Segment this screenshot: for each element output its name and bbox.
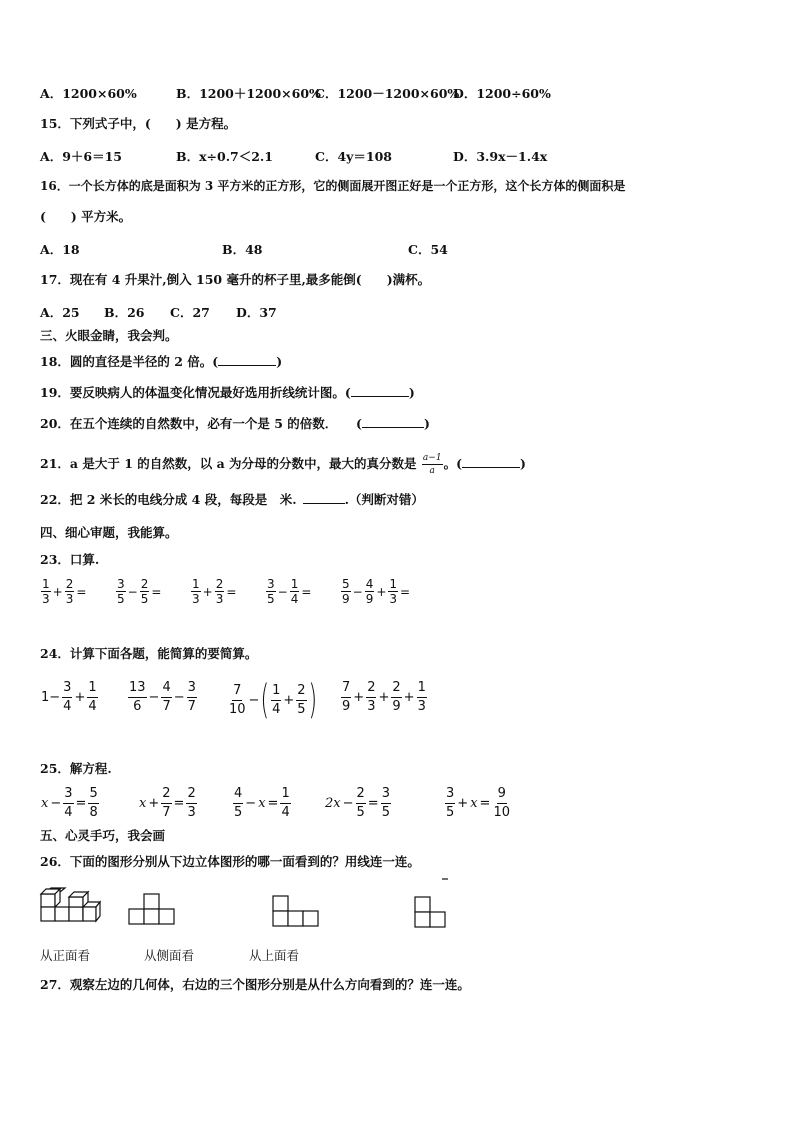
q15-option-c: C．4y＝108	[315, 149, 393, 164]
fraction: $\frac{1}{4}$	[272, 682, 281, 717]
q23-expression-2: $\frac{3}{5}$ − $\frac{2}{5}$ =	[117, 577, 162, 606]
section-4-heading: 四、细心审题，我能算。	[40, 525, 178, 540]
q24-expression-3: $\frac{7}{10}$ −( $\frac{1}{4}$ + $\frac{2}{5}$ )	[229, 677, 317, 723]
q15-option-d: D．3.9x－1.4x	[453, 149, 548, 164]
q25-equation-2: x + $\frac{2}{7}$ = $\frac{2}{3}$	[139, 786, 196, 820]
q21-frac-num: a−1	[422, 453, 442, 463]
q25-equation-1: x − $\frac{3}{4}$ = $\frac{5}{8}$	[41, 786, 98, 820]
q16-option-a: A．18	[40, 242, 80, 257]
q26-view-figure-1	[128, 890, 176, 930]
fraction: $\frac{4}{7}$	[162, 680, 171, 714]
q22-answer-blank[interactable]	[303, 492, 345, 504]
q14-option-d: D．1200÷60%	[453, 86, 551, 101]
fraction: $\frac{3}{5}$	[117, 577, 125, 606]
q16-option-c: C．54	[408, 242, 448, 257]
q21-line	[40, 453, 526, 476]
q21-fraction	[422, 453, 443, 476]
right-paren: )	[308, 677, 317, 723]
q15-stem: 15．下列式子中，( ) 是方程。	[40, 116, 237, 131]
q15-option-a: A．9＋6＝15	[40, 149, 122, 164]
q19-answer-blank[interactable]	[351, 385, 409, 397]
q14-option-b: B．1200＋1200×60%	[176, 86, 321, 101]
q22-line	[40, 492, 424, 508]
q15-option-b: B．x÷0.7＜2.1	[176, 149, 273, 164]
fraction: $\frac{1}{4}$	[88, 680, 97, 714]
q14-option-a: A．1200×60%	[40, 86, 137, 101]
q14-option-c: C．1200－1200×60%	[315, 86, 460, 101]
q24-expression-2: $\frac{13}{6}$ − $\frac{4}{7}$ − $\frac{3}{7}$	[129, 680, 196, 714]
fraction: $\frac{2}{5}$	[356, 786, 365, 820]
q18-close: )	[276, 354, 283, 369]
q23-expression-1: $\frac{1}{3}$ + $\frac{2}{3}$ =	[42, 577, 87, 606]
q19-close: )	[408, 385, 415, 400]
q16-option-b: B．48	[222, 242, 263, 257]
q16-stem-line2: ( ) 平方米。	[40, 209, 132, 224]
q23-expression-3: $\frac{1}{3}$ + $\frac{2}{3}$ =	[192, 577, 237, 606]
fraction: $\frac{1}{4}$	[281, 786, 290, 820]
q25-stem: 25．解方程.	[40, 761, 112, 776]
fraction: $\frac{2}{3}$	[367, 680, 376, 714]
q25-equation-4: 2x − $\frac{2}{5}$ = $\frac{3}{5}$	[325, 786, 390, 820]
fraction: $\frac{9}{10}$	[493, 786, 510, 820]
fraction: $\frac{4}{5}$	[234, 786, 243, 820]
q21-answer-blank[interactable]	[462, 456, 520, 468]
q26-view-label-front: 从正面看	[40, 948, 91, 963]
q26-stem: 26．下面的图形分别从下边立体图形的哪一面看到的？用线连一连。	[40, 854, 420, 869]
fraction: $\frac{7}{9}$	[342, 680, 351, 714]
fraction: $\frac{3}{5}$	[446, 786, 455, 820]
fraction: $\frac{2}{3}$	[65, 577, 74, 606]
fraction: $\frac{7}{10}$	[229, 682, 246, 717]
fraction: $\frac{3}{5}$	[267, 577, 275, 606]
fraction: $\frac{1}{4}$	[290, 577, 299, 606]
q26-view-label-top: 从上面看	[249, 948, 300, 963]
q17-option-a: A．25	[40, 305, 80, 320]
q17-option-b: B．26	[104, 305, 145, 320]
q21-frac-den: a	[429, 466, 435, 476]
q23-expression-5: $\frac{5}{9}$ − $\frac{4}{9}$ + $\frac{1}{3}$ =	[342, 577, 411, 606]
q17-option-d: D．37	[236, 305, 277, 320]
q18-text: 18．圆的直径是半径的 2 倍。(	[40, 354, 219, 369]
fraction: $\frac{3}{5}$	[381, 786, 390, 820]
q21-close: )	[519, 456, 526, 471]
fraction: $\frac{1}{3}$	[192, 577, 200, 606]
q22-text-post: .（判断对错）	[344, 492, 424, 507]
q19-text: 19．要反映病人的体温变化情况最好选用折线统计图。(	[40, 385, 351, 400]
section-3-heading: 三、火眼金睛，我会判。	[40, 328, 178, 343]
q20-line	[40, 416, 430, 432]
q23-expression-4: $\frac{3}{5}$ − $\frac{1}{4}$ =	[267, 577, 312, 606]
q23-stem: 23．口算.	[40, 552, 100, 567]
fraction: $\frac{2}{5}$	[140, 577, 149, 606]
q21-text-pre: 21．a 是大于 1 的自然数，以 a 为分母的分数中，最大的真分数是	[40, 456, 417, 471]
q16-stem-line1: 16．一个长方体的底是面积为 3 平方米的正方形，它的侧面展开图正好是一个正方形，这个长方体的侧面积是	[40, 179, 626, 193]
fraction: $\frac{2}{3}$	[215, 577, 224, 606]
q25-equation-3: $\frac{4}{5}$ − x = $\frac{1}{4}$	[234, 786, 290, 820]
fraction: $\frac{1}{3}$	[389, 577, 398, 606]
fraction: $\frac{13}{6}$	[129, 680, 146, 714]
q17-stem: 17．现在有 4 升果汁,倒入 150 毫升的杯子里,最多能倒( )满杯。	[40, 272, 431, 287]
fraction: $\frac{3}{4}$	[64, 786, 73, 820]
q19-line	[40, 385, 415, 401]
fraction: $\frac{3}{4}$	[63, 680, 72, 714]
q20-answer-blank[interactable]	[362, 416, 424, 428]
q24-expression-4: $\frac{7}{9}$ + $\frac{2}{3}$ + $\frac{2}{9}$ + $\frac{1}{3}$	[342, 680, 426, 714]
fraction: $\frac{5}{8}$	[89, 786, 98, 820]
q26-view-figure-2	[272, 895, 322, 931]
fraction: $\frac{2}{9}$	[392, 680, 401, 714]
q18-answer-blank[interactable]	[218, 354, 276, 366]
fraction: $\frac{4}{9}$	[365, 577, 374, 606]
q24-expression-1: 1− $\frac{3}{4}$ + $\frac{1}{4}$	[41, 680, 97, 714]
q26-view-label-side: 从侧面看	[144, 948, 195, 963]
q26-view-figure-3	[414, 878, 454, 932]
q25-equation-5: $\frac{3}{5}$ + x = $\frac{9}{10}$	[446, 786, 510, 820]
fraction: $\frac{5}{9}$	[342, 577, 350, 606]
fraction: $\frac{1}{3}$	[417, 680, 426, 714]
section-5-heading: 五、心灵手巧，我会画	[40, 828, 166, 843]
q21-text-post: 。(	[443, 456, 462, 471]
q20-text: 20．在五个连续的自然数中，必有一个是 5 的倍数． (	[40, 416, 362, 431]
q24-stem: 24．计算下面各题，能简算的要简算。	[40, 646, 258, 661]
fraction: $\frac{1}{3}$	[42, 577, 50, 606]
fraction: $\frac{2}{3}$	[187, 786, 196, 820]
q18-line	[40, 354, 282, 370]
q17-option-c: C．27	[170, 305, 210, 320]
q26-solid-figure	[38, 887, 102, 929]
q20-close: )	[423, 416, 430, 431]
q22-text-pre: 22．把 2 米长的电线分成 4 段，每段是 米.	[40, 492, 297, 507]
fraction: $\frac{3}{7}$	[187, 680, 196, 714]
q27-stem: 27．观察左边的几何体，右边的三个图形分别是从什么方向看到的？连一连。	[40, 977, 470, 992]
fraction: $\frac{2}{5}$	[297, 682, 306, 717]
fraction: $\frac{2}{7}$	[162, 786, 171, 820]
left-paren: (	[260, 677, 270, 723]
